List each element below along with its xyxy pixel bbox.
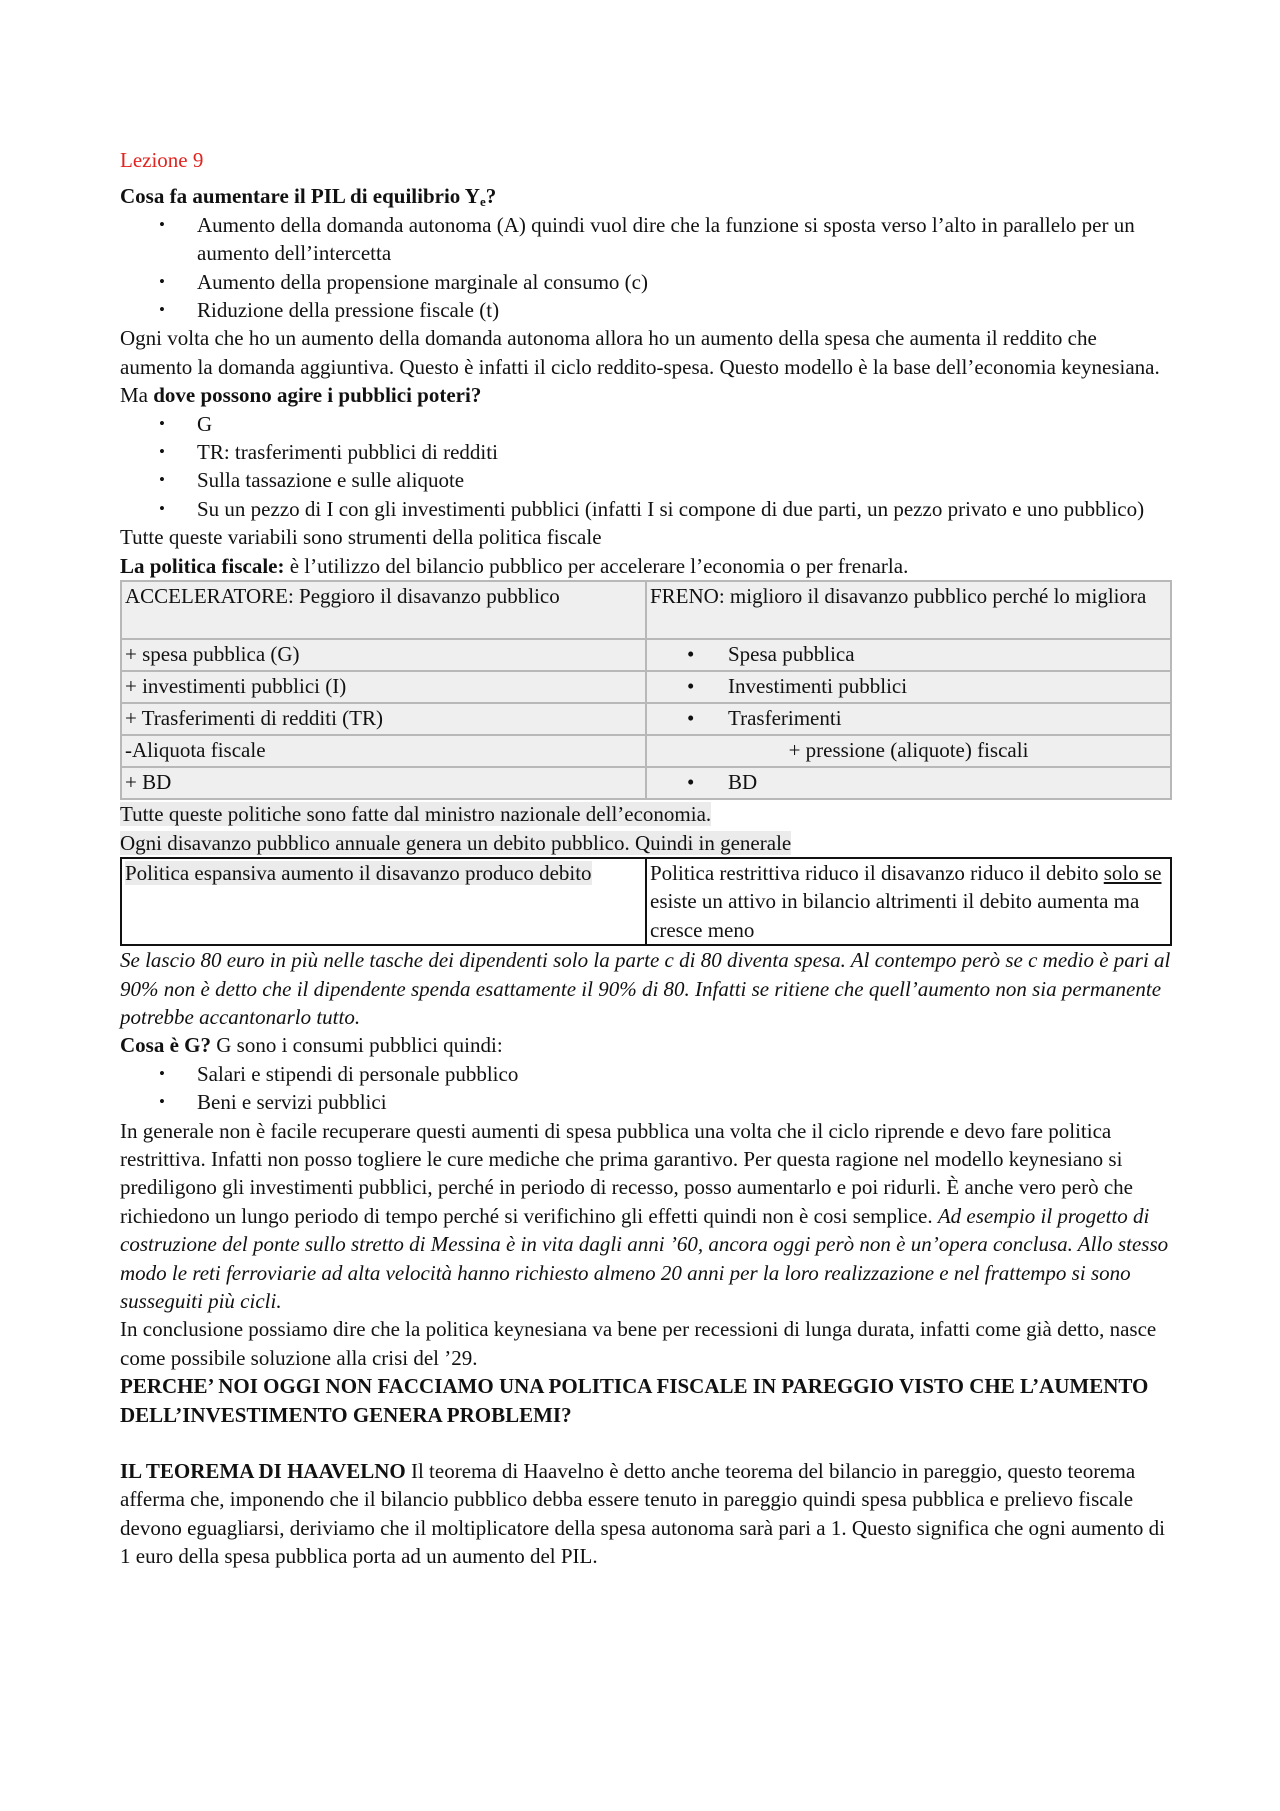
italic-example-note: Se lascio 80 euro in più nelle tasche dei dipendenti solo la parte c di 80 diventa spesa. Al contempo però se c medio è pari al 90% non è detto che il dipendente spenda esattamente il 90% di 80. Infatti se ritiene che quell’aumento non sia permanente potrebbe accantonarlo tutto. [120, 948, 1171, 1029]
list-item: • Aumento della propensione marginale al consumo (c) [197, 268, 1172, 296]
theorem-text: Il teorema di Haavelno è detto anche teorema del bilancio in pareggio, questo teorema afferma che, imponendo che il bilancio pubblico debba essere tenuto in pareggio quindi spesa pubblica e prelievo fiscale devono eguagliarsi, deriviamo che il moltiplicatore della spesa autonoma sarà pari a 1. Questo significa che ogni aumento di 1 euro della spesa pubblica porta ad un aumento del PIL. [120, 1459, 1166, 1569]
table-row [121, 735, 1171, 767]
table-cell-left: + BD [121, 767, 646, 799]
restrictive-text-2: esiste un attivo in bilancio altrimenti il debito aumenta ma cresce meno [650, 889, 1140, 942]
table-cell-left: + investimenti pubblici (I) [121, 671, 646, 703]
bullet: • [687, 770, 695, 795]
paragraph-italic-text: Ad esempio il progetto di costruzione del ponte sullo stretto di Messina è in vita dagli anni ’60, ancora oggi però non è un’opera conclusa. Allo stesso modo le reti ferroviarie ad alta velocità hanno richiesto almeno 20 anni per la loro realizzazione e nel frattempo si sono susseguiti più cicli. [120, 1203, 1169, 1313]
accelerator-brake-table [120, 580, 1172, 800]
blank-line [120, 1429, 1172, 1457]
question-prefix: Ma [120, 383, 154, 408]
bullet: • [687, 642, 695, 667]
cell-text: Investimenti pubblici [728, 674, 908, 699]
list-item: • Beni e servizi pubblici [197, 1088, 1172, 1116]
highlighted-text: Ogni disavanzo pubblico annuale genera un debito pubblico. Quindi in generale [120, 830, 792, 855]
restrictive-text-1: Politica restrittiva riduco il disavanzo riduco il debito [650, 860, 1104, 885]
restrictive-underlined: solo se [1103, 860, 1162, 885]
caps-question: PERCHE’ NOI OGGI NON FACCIAMO UNA POLITICA FISCALE IN PAREGGIO VISTO CHE L’AUMENTO DELL’INVESTIMENTO GENERA PROBLEMI? [120, 1374, 1149, 1427]
public-consumption-list [120, 1060, 1172, 1117]
table-row [121, 671, 1171, 703]
table-cell-left: + Trasferimenti di redditi (TR) [121, 703, 646, 735]
table-row [121, 858, 1171, 945]
question-heading-text: Cosa fa aumentare il PIL di equilibrio Y [120, 184, 480, 209]
fiscal-policy-text: è l’utilizzo del bilancio pubblico per accelerare l’economia o per frenarla. [284, 553, 909, 578]
cell-text: Trasferimenti [728, 706, 842, 731]
table-header-accelerator: ACCELERATORE: Peggioro il disavanzo pubblico [121, 581, 646, 639]
paragraph-spesa-pubblica [120, 1117, 1172, 1316]
paragraph-ministro [120, 800, 1172, 828]
question-text: G sono i consumi pubblici quindi: [211, 1033, 503, 1058]
table-header-row [121, 581, 1171, 639]
policy-comparison-table [120, 857, 1172, 946]
list-item: • TR: trasferimenti pubblici di redditi [197, 438, 1172, 466]
list-item: • Su un pezzo di I con gli investimenti pubblici (infatti I si compone di due parti, un pezzo privato e uno pubblico) [197, 495, 1172, 523]
question-cosa-e-g [120, 1031, 1172, 1059]
table-cell-left: -Aliquota fiscale [121, 735, 646, 767]
table-cell-left: + spesa pubblica (G) [121, 639, 646, 671]
table-row [121, 639, 1171, 671]
list-item: • G [197, 410, 1172, 438]
question-bold: Cosa è G? [120, 1033, 211, 1058]
cell-text: BD [728, 770, 758, 795]
list-item: • Riduzione della pressione fiscale (t) [197, 296, 1172, 324]
pubblici-poteri-list [120, 410, 1172, 524]
restrictive-policy-cell [646, 858, 1171, 945]
bullet: • [687, 674, 695, 699]
lesson-title: Lezione 9 [120, 148, 204, 172]
theorem-paragraph [120, 1457, 1172, 1571]
theorem-title: IL TEOREMA DI HAAVELNO [120, 1459, 406, 1484]
table-row [121, 703, 1171, 735]
table-cell-right [646, 671, 1171, 703]
question-heading-pil [120, 182, 1172, 210]
bullet: • [687, 706, 695, 731]
highlighted-text: Tutte queste politiche sono fatte dal ministro nazionale dell’economia. [120, 802, 712, 827]
question-pubblici-poteri [120, 381, 1172, 409]
paragraph-normal-text: In generale non è facile recuperare questi aumenti di spesa pubblica una volta che il ciclo riprende e devo fare politica restrittiva. Infatti non posso togliere le cure mediche che prima garantivo. Per questa ragione nel modello keynesiano si prediligono gli investimenti pubblici, perché in periodo di recesso, posso aumentarlo e poi ridurli. È anche vero però che richiedono un lungo periodo di tempo perché si verifichino gli effetti quindi non è cosi semplice. [120, 1118, 1133, 1228]
pil-factors-list [120, 211, 1172, 325]
list-item: • Salari e stipendi di personale pubblico [197, 1060, 1172, 1088]
table-cell-right [646, 639, 1171, 671]
table-cell-right [646, 767, 1171, 799]
table-header-brake: FRENO: miglioro il disavanzo pubblico perché lo migliora [646, 581, 1171, 639]
subscript-e: e [479, 194, 486, 210]
paragraph-conclusione: In conclusione possiamo dire che la politica keynesiana va bene per recessioni di lunga durata, infatti come già detto, nasce come possibile soluzione alla crisi del ’29. [120, 1317, 1157, 1370]
question-heading-suffix: ? [485, 184, 497, 209]
paragraph-reddito-spesa: Ogni volta che ho un aumento della domanda autonoma allora ho un aumento della spesa che aumenta il reddito che aumento la domanda aggiuntiva. Questo è infatti il ciclo reddito-spesa. Questo modello è la base dell’economia keynesiana. [120, 326, 1160, 379]
table-cell-right [646, 703, 1171, 735]
fiscal-policy-label: La politica fiscale: [120, 553, 285, 578]
document-page [120, 146, 1172, 1571]
cell-text: Spesa pubblica [728, 642, 855, 667]
table-cell-right: + pressione (aliquote) fiscali [646, 735, 1171, 767]
paragraph-disavanzo [120, 829, 1172, 857]
table-row [121, 767, 1171, 799]
question-bold: dove possono agire i pubblici poteri? [153, 383, 482, 408]
list-item: • Aumento della domanda autonoma (A) quindi vuol dire che la funzione si sposta verso l’alto in parallelo per un aumento dell’intercetta [197, 211, 1172, 268]
list-item: • Sulla tassazione e sulle aliquote [197, 466, 1172, 494]
fiscal-policy-definition [120, 552, 1172, 580]
expansive-policy-text: Politica espansiva aumento il disavanzo produco debito [125, 860, 592, 885]
paragraph-strumenti: Tutte queste variabili sono strumenti della politica fiscale [120, 525, 602, 550]
expansive-policy-cell [121, 858, 646, 945]
